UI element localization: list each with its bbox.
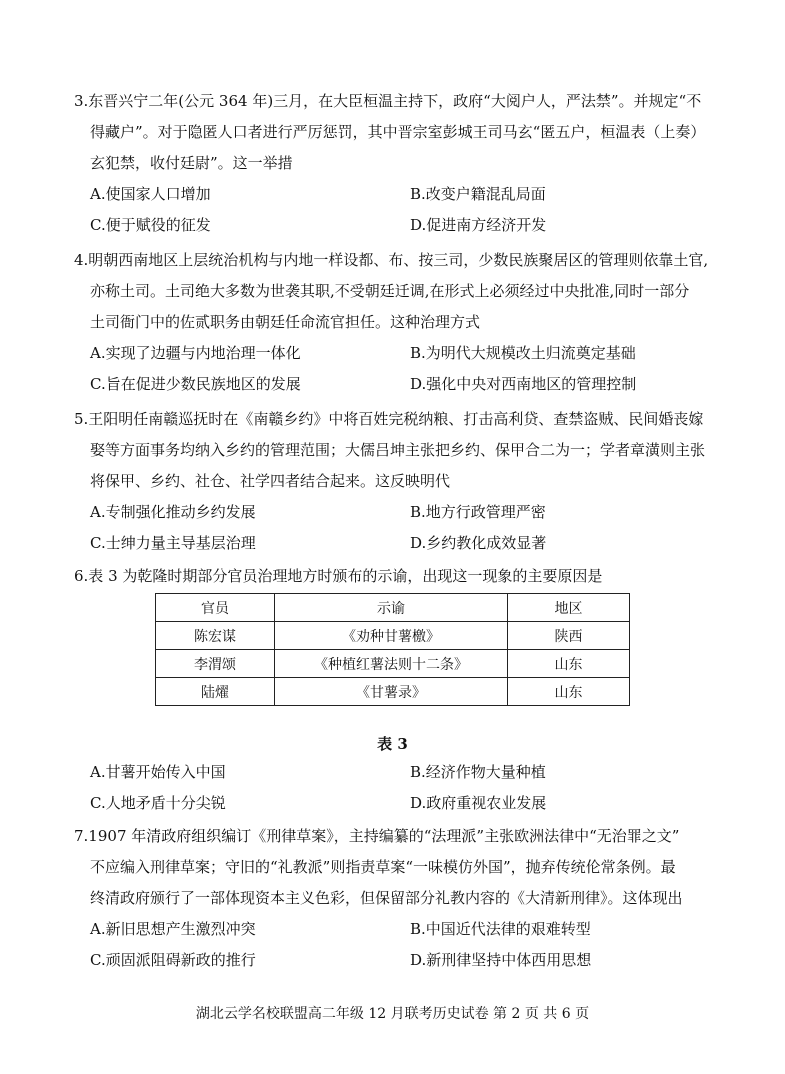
question-7 bbox=[74, 821, 724, 976]
question-3-options-row-2 bbox=[74, 210, 724, 241]
question-6 bbox=[74, 561, 724, 592]
question-3-option-a: A.使国家人口增加 bbox=[90, 185, 211, 203]
question-3-stem-line-2: 得藏户”。对于隐匿人口者进行严厉惩罚，其中晋宗室彭城王司马玄“匿五户，桓温表（上奏） bbox=[90, 123, 706, 141]
question-3-stem-line-1: 3.东晋兴宁二年(公元 364 年)三月，在大臣桓温主持下，政府“大阅户人，严法禁”。并规定“不 bbox=[74, 92, 702, 110]
question-6-option-a: A.甘薯开始传入中国 bbox=[90, 763, 226, 781]
table-header-official: 官员 bbox=[156, 594, 275, 622]
table-cell-official: 陆燿 bbox=[156, 678, 275, 706]
question-5-option-b: B.地方行政管理严密 bbox=[410, 503, 546, 521]
question-7-option-d: D.新刑律坚持中体西用思想 bbox=[410, 951, 592, 969]
question-6-options-row-1 bbox=[74, 757, 724, 788]
table-cell-edict: 《甘薯录》 bbox=[275, 678, 508, 706]
table-row bbox=[156, 622, 630, 650]
question-3-option-c: C.便于赋役的征发 bbox=[90, 216, 211, 234]
question-7-option-b: B.中国近代法律的艰难转型 bbox=[410, 920, 591, 938]
question-5-stem-line-1: 5.王阳明任南赣巡抚时在《南赣乡约》中将百姓完税纳粮、打击高利贷、查禁盗贼、民间婚丧嫁 bbox=[74, 410, 704, 428]
question-5-stem-line-3: 将保甲、乡约、社仓、社学四者结合起来。这反映明代 bbox=[90, 472, 451, 490]
question-4-option-b: B.为明代大规模改土归流奠定基础 bbox=[410, 344, 636, 362]
question-3-option-d: D.促进南方经济开发 bbox=[410, 216, 547, 234]
table-header-row bbox=[156, 594, 630, 622]
question-4-option-d: D.强化中央对西南地区的管理控制 bbox=[410, 375, 637, 393]
question-4-options-row-1 bbox=[74, 338, 724, 369]
question-7-stem-line-2: 不应编入刑律草案；守旧的“礼教派”则指责草案“一味模仿外国”，抛弃传统伦常条例。最 bbox=[90, 858, 676, 876]
question-4-option-c: C.旨在促进少数民族地区的发展 bbox=[90, 375, 301, 393]
table-header-edict: 示谕 bbox=[275, 594, 508, 622]
question-3-options-row-1 bbox=[74, 179, 724, 210]
question-7-option-a: A.新旧思想产生激烈冲突 bbox=[90, 920, 256, 938]
question-6-options bbox=[74, 757, 724, 819]
table-caption: 表 3 bbox=[377, 735, 408, 753]
table-cell-edict: 《劝种甘薯檄》 bbox=[275, 622, 508, 650]
question-5-option-c: C.士绅力量主导基层治理 bbox=[90, 534, 256, 552]
question-4-stem-line-2: 亦称土司。土司绝大多数为世袭其职,不受朝廷迁调,在形式上必须经过中央批准,同时一部分 bbox=[90, 282, 690, 300]
question-5-option-d: D.乡约教化成效显著 bbox=[410, 534, 547, 552]
question-3-stem-line-3: 玄犯禁，收付廷尉”。这一举措 bbox=[90, 154, 293, 172]
question-7-stem-line-1: 7.1907 年清政府组织编订《刑律草案》，主持编纂的“法理派”主张欧洲法律中“无治罪之文” bbox=[74, 827, 680, 845]
question-3 bbox=[74, 86, 724, 241]
question-5-options-row-2 bbox=[74, 528, 724, 559]
table-3 bbox=[155, 593, 630, 706]
question-6-options-row-2 bbox=[74, 788, 724, 819]
question-5-options-row-1 bbox=[74, 497, 724, 528]
question-6-stem-line-1: 6.表 3 为乾隆时期部分官员治理地方时颁布的示谕，出现这一现象的主要原因是 bbox=[74, 567, 603, 585]
question-4-stem-line-1: 4.明朝西南地区上层统治机构与内地一样设都、布、按三司，少数民族聚居区的管理则依靠土官, bbox=[74, 251, 709, 269]
question-5-option-a: A.专制强化推动乡约发展 bbox=[90, 503, 256, 521]
question-7-options-row-1 bbox=[74, 914, 724, 945]
question-4-options-row-2 bbox=[74, 369, 724, 400]
table-row bbox=[156, 678, 630, 706]
question-5 bbox=[74, 404, 724, 559]
question-4-stem-line-3: 土司衙门中的佐贰职务由朝廷任命流官担任。这种治理方式 bbox=[90, 313, 481, 331]
table-row bbox=[156, 650, 630, 678]
table-cell-region: 山东 bbox=[508, 678, 630, 706]
table-cell-official: 李渭颂 bbox=[156, 650, 275, 678]
page-footer: 湖北云学名校联盟高二年级 12 月联考历史试卷 第 2 页 共 6 页 bbox=[195, 1006, 590, 1022]
question-3-option-b: B.改变户籍混乱局面 bbox=[410, 185, 546, 203]
table-cell-region: 山东 bbox=[508, 650, 630, 678]
table-cell-edict: 《种植红薯法则十二条》 bbox=[275, 650, 508, 678]
question-7-stem-line-3: 终清政府颁行了一部体现资本主义色彩，但保留部分礼教内容的《大清新刑律》。这体现出 bbox=[90, 889, 683, 907]
question-4-option-a: A.实现了边疆与内地治理一体化 bbox=[90, 344, 301, 362]
question-6-option-c: C.人地矛盾十分尖锐 bbox=[90, 794, 226, 812]
question-6-option-b: B.经济作物大量种植 bbox=[410, 763, 546, 781]
question-6-option-d: D.政府重视农业发展 bbox=[410, 794, 547, 812]
table-header-region: 地区 bbox=[508, 594, 630, 622]
question-7-option-c: C.顽固派阻碍新政的推行 bbox=[90, 951, 256, 969]
question-5-stem-line-2: 娶等方面事务均纳入乡约的管理范围；大儒吕坤主张把乡约、保甲合二为一；学者章潢则主张 bbox=[90, 441, 706, 459]
question-4 bbox=[74, 245, 724, 400]
table-cell-official: 陈宏谋 bbox=[156, 622, 275, 650]
table-cell-region: 陕西 bbox=[508, 622, 630, 650]
question-7-options-row-2 bbox=[74, 945, 724, 976]
